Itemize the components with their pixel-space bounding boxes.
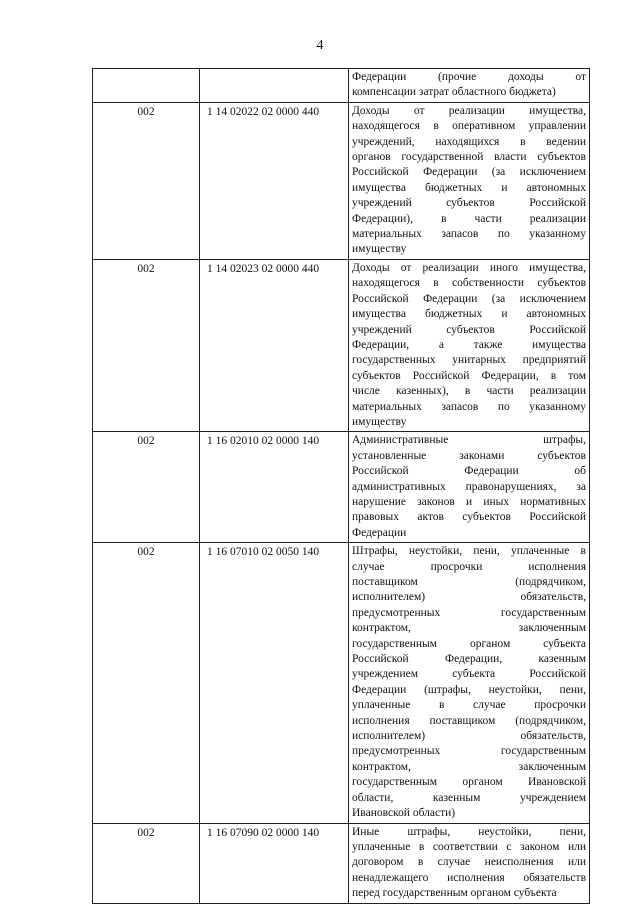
description-line: имущества бюджетных и автономных <box>352 308 586 321</box>
description-line: учреждением субъекта Российской <box>352 668 586 681</box>
description-line: Федерации <box>352 526 407 539</box>
description-line: контрактом, заключенным <box>352 622 586 635</box>
description-line: исполнителем) обязательств, <box>352 591 586 604</box>
description-line: Иные штрафы, неустойки, пени, <box>352 825 586 838</box>
description-line: ненадлежащего исполнения обязательств <box>352 871 586 884</box>
description-line: области, казенным учреждением <box>352 791 586 804</box>
revenue-code-cell: 1 16 07090 02 0000 140 <box>200 823 349 903</box>
description-line: Федерации, а также имущества <box>352 338 586 351</box>
description-line: контрактом, заключенным <box>352 760 586 773</box>
description-line: уплаченные в соответствии с законом или <box>352 840 586 853</box>
budget-revenue-table <box>92 68 590 904</box>
description-line: Российской Федерации (за исключением <box>352 166 586 179</box>
description-line: установленные законами субъектов <box>352 449 586 462</box>
table-row <box>93 543 590 823</box>
description-line: договором в случае неисполнения или <box>352 856 586 869</box>
description-line: Российской Федерации (за исключением <box>352 292 586 305</box>
description-line: поставщиком (подрядчиком, <box>352 576 586 588</box>
description-line: Штрафы, неустойки, пени, уплаченные в <box>352 545 586 558</box>
description-line: административных правонарушениях, за <box>352 480 586 493</box>
description-line: учреждений субъектов Российской <box>352 197 586 210</box>
description-line: предусмотренных государственным <box>352 745 586 758</box>
revenue-description-cell <box>349 823 590 903</box>
admin-code-cell: 002 <box>93 432 200 543</box>
description-line: органов государственной власти субъектов <box>352 151 586 164</box>
description-line: имуществу <box>352 243 407 256</box>
description-line: компенсации затрат областного бюджета) <box>352 86 556 99</box>
description-line: учреждений, находящихся в ведении <box>352 135 586 148</box>
description-line: государственным органом субъекта <box>352 637 586 650</box>
description-line: Российской Федерации, казенным <box>352 653 586 666</box>
description-line: правовых актов субъектов Российской <box>352 511 586 524</box>
description-line: имуществу <box>352 415 407 428</box>
description-line: предусмотренных государственным <box>352 606 586 619</box>
revenue-description-cell <box>349 543 590 823</box>
admin-code-cell <box>93 69 200 103</box>
description-line: Ивановской области) <box>352 807 456 820</box>
description-line: перед государственным органом субъекта <box>352 887 557 900</box>
admin-code-cell: 002 <box>93 259 200 431</box>
revenue-description-cell <box>349 102 590 259</box>
table-row <box>93 102 590 259</box>
description-line: нарушение законов и иных нормативных <box>352 495 586 508</box>
description-line: Федерации), в части реализации <box>352 212 586 225</box>
revenue-code-cell <box>200 69 349 103</box>
table-body <box>93 69 590 904</box>
admin-code-cell: 002 <box>93 823 200 903</box>
admin-code-cell: 002 <box>93 543 200 823</box>
description-line: Административные штрафы, <box>352 434 586 447</box>
revenue-code-cell: 1 14 02023 02 0000 440 <box>200 259 349 431</box>
description-line: Доходы от реализации имущества, <box>352 104 586 117</box>
table-row <box>93 259 590 431</box>
revenue-description-cell <box>349 432 590 543</box>
revenue-description-cell <box>349 69 590 103</box>
description-line: находящегося в оперативном управлении <box>352 120 586 133</box>
table-row <box>93 69 590 103</box>
description-line: государственным органом Ивановской <box>352 776 586 789</box>
description-line: исполнителем) обязательств, <box>352 730 586 743</box>
description-line: исполнения поставщиком (подрядчиком, <box>352 714 586 727</box>
table-row <box>93 823 590 903</box>
description-line: случае просрочки исполнения <box>352 560 586 573</box>
description-line: уплаченные в случае просрочки <box>352 699 586 712</box>
description-line: материальных запасов по указанному <box>352 400 586 413</box>
revenue-code-cell: 1 16 07010 02 0050 140 <box>200 543 349 823</box>
revenue-description-cell <box>349 259 590 431</box>
description-line: Российской Федерации об <box>352 465 586 478</box>
description-line: Федерации (штрафы, неустойки, пени, <box>352 683 586 696</box>
table-row <box>93 432 590 543</box>
description-line: числе казенных), в части реализации <box>352 385 586 398</box>
description-line: государственных унитарных предприятий <box>352 354 586 367</box>
description-line: Доходы от реализации иного имущества, <box>352 261 586 274</box>
revenue-code-cell: 1 16 02010 02 0000 140 <box>200 432 349 543</box>
description-line: материальных запасов по указанному <box>352 228 586 241</box>
revenue-code-cell: 1 14 02022 02 0000 440 <box>200 102 349 259</box>
description-line: Федерации (прочие доходы от <box>352 71 586 83</box>
page-number: 4 <box>316 38 324 53</box>
description-line: учреждений субъектов Российской <box>352 323 586 336</box>
admin-code-cell: 002 <box>93 102 200 259</box>
description-line: имущества бюджетных и автономных <box>352 181 586 194</box>
description-line: субъектов Российской Федерации, в том <box>352 369 586 382</box>
description-line: находящегося в собственности субъектов <box>352 277 586 290</box>
